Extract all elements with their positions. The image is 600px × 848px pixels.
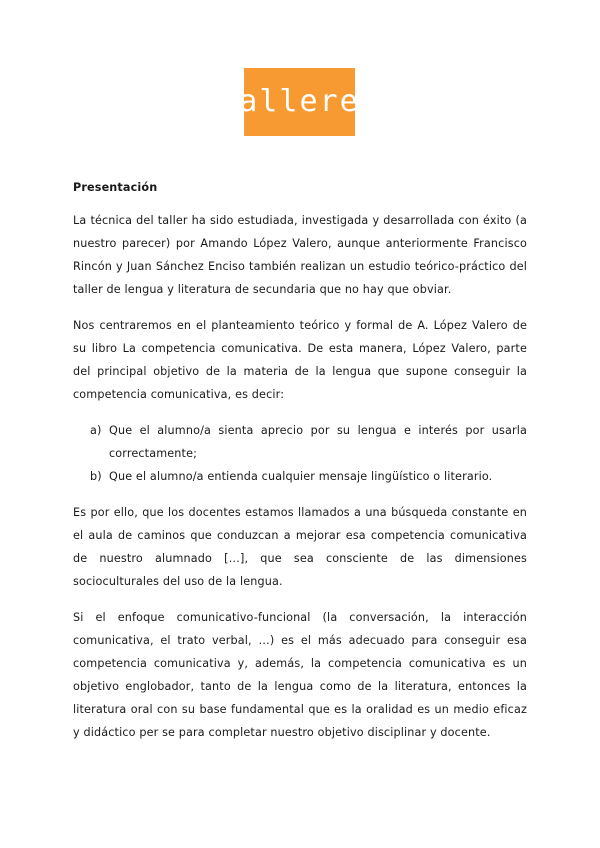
list-marker: a)	[90, 424, 102, 437]
list-item-text: Que el alumno/a sienta aprecio por su lengua e interés por usarla correctamente;	[109, 424, 527, 460]
page-title: Talleres	[219, 84, 380, 119]
section-heading: Presentación	[73, 181, 158, 194]
paragraph: La técnica del taller ha sido estudiada, investigada y desarrollada con éxito (a nuestro parecer) por Amando López Valero, aunque anteriormente Francisco Rincón y Juan Sánchez Enciso también realizan un estudio teórico-práctico del taller de lengua y literatura de secundaria que no hay que obviar.	[73, 214, 527, 296]
paragraph: Si el enfoque comunicativo-funcional (la conversación, la interacción comunicativa, el trato verbal, …) es el más adecuado para conseguir esa competencia comunicativa y, además, la competencia comunicativa es un objetivo englobador, tanto de la lengua como de la literatura, entonces la literatura oral con su base fundamental que es la oralidad es un medio eficaz y didáctico per se para completar nuestro objetivo disciplinar y docente.	[73, 611, 527, 739]
list-item-text: Que el alumno/a entienda cualquier mensaje lingüístico o literario.	[109, 470, 493, 483]
document-body	[73, 176, 527, 757]
list-item	[73, 419, 527, 465]
list-item	[73, 465, 527, 488]
list-marker: b)	[90, 470, 102, 483]
paragraph: Nos centraremos en el planteamiento teórico y formal de A. López Valero de su libro La competencia comunicativa. De esta manera, López Valero, parte del principal objetivo de la materia de la lengua que supone conseguir la competencia comunicativa, es decir:	[73, 319, 527, 401]
title-banner	[219, 68, 380, 136]
paragraph: Es por ello, que los docentes estamos llamados a una búsqueda constante en el aula de caminos que conduzcan a mejorar esa competencia comunicativa de nuestro alumnado […], que sea consciente de las dimensiones socioculturales del uso de la lengua.	[73, 506, 527, 588]
objectives-list	[73, 419, 527, 488]
